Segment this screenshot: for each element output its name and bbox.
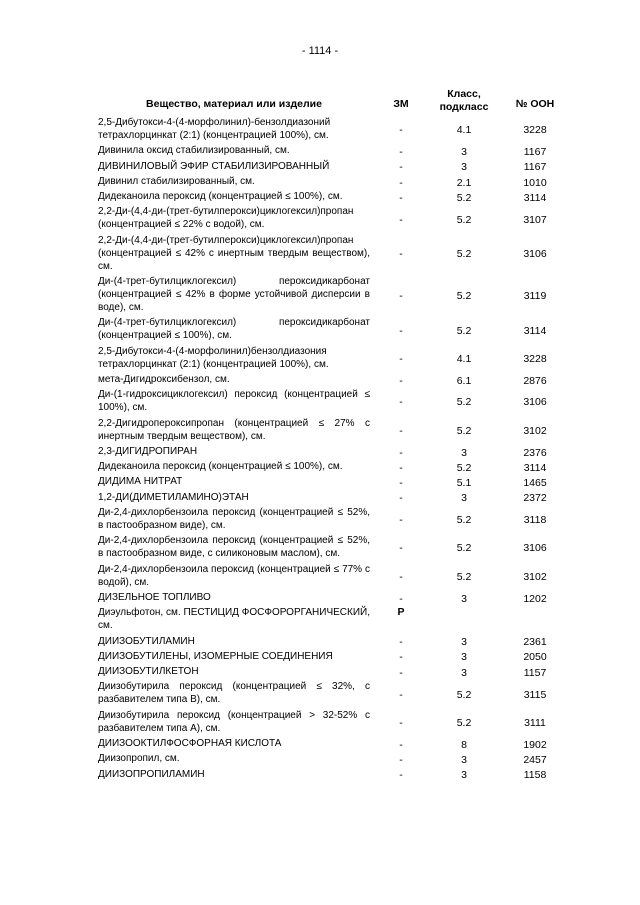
un-number-cell: 3228 — [523, 352, 547, 365]
un-number-cell: 1157 — [523, 666, 547, 679]
zm-cell: - — [399, 176, 403, 189]
substance-name: Ди-2,4-дихлорбензоила пероксид (концентрацией ≤ 52%, в пастообразном виде), см. — [98, 507, 370, 532]
substance-name: 2,2-Ди-(4,4-ди-(трет-бутилперокси)циклогексил)пропан (концентрацией ≤ 42% с инертным твердым веществом), см. — [98, 234, 370, 272]
zm-cell: - — [399, 514, 403, 527]
zm-cell: - — [399, 424, 403, 437]
substance-name: ДИИЗОБУТИЛКЕТОН — [98, 666, 199, 678]
class-cell: 3 — [461, 651, 467, 664]
class-cell: 5.2 — [456, 570, 472, 583]
substance-name: 2,5-Дибутокси-4-(4-морфолинил)бензолдиазония тетрахлорцинкат (2:1) (концентрацией 100%), см. — [98, 345, 329, 370]
zm-cell: - — [399, 688, 403, 701]
zm-cell: - — [399, 446, 403, 459]
table-row — [0, 737, 640, 752]
un-number-cell: 3102 — [523, 570, 547, 583]
un-number-cell: 3228 — [523, 124, 547, 137]
class-cell: 5.2 — [456, 716, 472, 729]
un-number-cell: 3106 — [523, 542, 547, 555]
un-number-cell: 3106 — [523, 396, 547, 409]
zm-cell: - — [399, 570, 403, 583]
class-cell: 5.2 — [456, 191, 472, 204]
table-row — [0, 144, 640, 159]
column-header-class — [432, 88, 496, 114]
class-cell: 4.1 — [456, 124, 472, 137]
class-cell: 5.2 — [456, 248, 472, 261]
table-row — [0, 417, 640, 445]
substance-name: 2,3-ДИГИДРОПИРАН — [98, 445, 198, 457]
table-row — [0, 175, 640, 190]
substance-name: Ди-2,4-дихлорбензоила пероксид (концентрацией ≤ 77% с водой), см. — [98, 563, 370, 588]
class-cell: 3 — [461, 145, 467, 158]
table-row — [0, 491, 640, 506]
zm-cell: - — [399, 213, 403, 226]
un-number-cell: 1167 — [523, 145, 547, 158]
zm-cell: - — [399, 716, 403, 729]
un-number-cell: 3115 — [523, 688, 547, 701]
table-row — [0, 345, 640, 373]
table-row — [0, 768, 640, 783]
zm-cell: - — [399, 324, 403, 337]
zm-cell: Р — [397, 606, 405, 619]
page-number: - 1114 - — [301, 45, 339, 57]
class-cell: 8 — [461, 738, 467, 751]
un-number-cell: 3106 — [523, 248, 547, 261]
class-cell: 3 — [461, 446, 467, 459]
table-row — [0, 388, 640, 416]
table-row — [0, 591, 640, 606]
table-row — [0, 665, 640, 680]
table-row — [0, 460, 640, 475]
class-cell: 5.2 — [456, 396, 472, 409]
un-number-cell: 2372 — [523, 492, 547, 505]
substance-name: Диизобутирила пероксид (концентрацией > 32-52% с разбавителем типа А), см. — [98, 709, 370, 734]
zm-cell: - — [399, 145, 403, 158]
table-row — [0, 680, 640, 708]
class-cell: 3 — [461, 666, 467, 679]
class-cell: 6.1 — [456, 374, 472, 387]
class-cell: 5.2 — [456, 424, 472, 437]
table-row — [0, 709, 640, 737]
substance-name: ДИИЗОБУТИЛАМИН — [98, 635, 195, 647]
table-row — [0, 160, 640, 175]
un-number-cell: 3118 — [523, 514, 547, 527]
table-row — [0, 316, 640, 344]
substance-name: Дидеканоила пероксид (концентрацией ≤ 100%), см. — [98, 191, 343, 203]
class-cell: 5.2 — [456, 542, 472, 555]
zm-cell: - — [399, 248, 403, 261]
zm-cell: - — [399, 492, 403, 505]
column-header-class-line2: подкласс — [439, 101, 489, 113]
un-number-cell: 1158 — [523, 769, 547, 782]
class-cell: 5.2 — [456, 213, 472, 226]
un-number-cell: 2361 — [523, 636, 547, 649]
zm-cell: - — [399, 191, 403, 204]
substance-name: мета-Дигидроксибензол, см. — [98, 373, 230, 385]
class-cell: 5.2 — [456, 289, 472, 302]
column-header-class-line1: Класс, — [447, 88, 481, 100]
class-cell: 5.2 — [456, 324, 472, 337]
zm-cell: - — [399, 636, 403, 649]
table-row — [0, 445, 640, 460]
un-number-cell: 3111 — [524, 716, 546, 729]
zm-cell: - — [399, 396, 403, 409]
un-number-cell: 2376 — [523, 446, 547, 459]
table-body — [0, 116, 640, 783]
un-number-cell: 3119 — [523, 289, 547, 302]
table-row — [0, 275, 640, 316]
class-cell: 5.2 — [456, 688, 472, 701]
substance-name: ДИИЗООКТИЛФОСФОРНАЯ КИСЛОТА — [98, 738, 282, 750]
zm-cell: - — [399, 477, 403, 490]
un-number-cell: 1167 — [523, 161, 547, 174]
table-row — [0, 563, 640, 591]
substance-name: ДИЗЕЛЬНОЕ ТОПЛИВО — [98, 591, 211, 603]
table-row — [0, 205, 640, 233]
class-cell: 4.1 — [456, 352, 472, 365]
class-cell: 2.1 — [456, 176, 472, 189]
table-row — [0, 373, 640, 388]
table-row — [0, 606, 640, 634]
zm-cell: - — [399, 651, 403, 664]
table-row — [0, 116, 640, 144]
un-number-cell: 1902 — [523, 738, 547, 751]
substance-name: Дивинил стабилизированный, см. — [98, 175, 255, 187]
un-number-cell: 2876 — [523, 374, 547, 387]
zm-cell: - — [399, 374, 403, 387]
table-row — [0, 635, 640, 650]
class-cell: 3 — [461, 592, 467, 605]
zm-cell: - — [399, 769, 403, 782]
un-number-cell: 2050 — [523, 651, 547, 664]
substance-name: Диизобутирила пероксид (концентрацией ≤ 32%, с разбавителем типа В), см. — [98, 681, 370, 706]
class-cell: 5.2 — [456, 461, 472, 474]
un-number-cell: 3107 — [523, 213, 547, 226]
substance-name: 2,2-Дигидропероксипропан (концентрацией ≤ 27% с инертным твердым веществом), см. — [98, 417, 370, 442]
un-number-cell: 1465 — [523, 477, 547, 490]
un-number-cell: 1202 — [523, 592, 547, 605]
substance-name: ДИВИНИЛОВЫЙ ЭФИР СТАБИЛИЗИРОВАННЫЙ — [98, 160, 330, 172]
zm-cell: - — [399, 753, 403, 766]
table-row — [0, 475, 640, 490]
un-number-cell: 3114 — [523, 324, 547, 337]
zm-cell: - — [399, 592, 403, 605]
substance-name: ДИИЗОБУТИЛЕНЫ, ИЗОМЕРНЫЕ СОЕДИНЕНИЯ — [98, 650, 333, 662]
zm-cell: - — [399, 161, 403, 174]
substance-name: Диизопропил, см. — [98, 753, 180, 765]
zm-cell: - — [399, 461, 403, 474]
substance-name: ДИДИМА НИТРАТ — [98, 476, 183, 488]
class-cell — [432, 606, 496, 634]
class-cell: 5.2 — [456, 514, 472, 527]
class-cell: 3 — [461, 636, 467, 649]
substance-name: 1,2-ДИ(ДИМЕТИЛАМИНО)ЭТАН — [98, 491, 249, 503]
column-header-name: Вещество, материал или изделие — [146, 98, 322, 110]
un-number-cell: 1010 — [523, 176, 547, 189]
table-row — [0, 752, 640, 767]
zm-cell: - — [399, 738, 403, 751]
un-number-cell: 3114 — [523, 191, 547, 204]
un-number-cell: 2457 — [523, 753, 547, 766]
substance-name: Дидеканоила пероксид (концентрацией ≤ 100%), см. — [98, 461, 343, 473]
zm-cell: - — [399, 542, 403, 555]
zm-cell: - — [399, 289, 403, 302]
table-row — [0, 650, 640, 665]
substance-name: Ди-(4-трет-бутилциклогексил) пероксидикарбонат (концентрацией ≤ 42% в форме устойчивой дисперсии в воде), см. — [98, 276, 370, 314]
table-row — [0, 234, 640, 275]
substance-name: Ди-(1-гидроксициклогексил) пероксид (концентрацией ≤ 100%), см. — [98, 389, 370, 414]
substance-name: 2,5-Дибутокси-4-(4-морфолинил)-бензолдиазоний тетрахлорцинкат (2:1) (концентрацией 100%), см. — [98, 117, 331, 141]
substance-name: 2,2-Ди-(4,4-ди-(трет-бутилперокси)циклогексил)пропан (концентрацией ≤ 22% с водой), см. — [98, 206, 354, 231]
table-row — [0, 190, 640, 205]
column-header-un: № ООН — [515, 98, 555, 110]
zm-cell: - — [399, 666, 403, 679]
substance-name: Ди-2,4-дихлорбензоила пероксид (концентрацией ≤ 52%, в пастообразном виде, с силиконовым маслом), см. — [98, 535, 370, 560]
substance-name: Дивинила оксид стабилизированный, см. — [98, 145, 290, 157]
un-number-cell: 3114 — [523, 461, 547, 474]
un-number-cell — [500, 606, 570, 634]
class-cell: 3 — [461, 769, 467, 782]
table-row — [0, 534, 640, 562]
substance-name: ДИИЗОПРОПИЛАМИН — [98, 768, 205, 780]
table-row — [0, 506, 640, 534]
class-cell: 3 — [461, 492, 467, 505]
class-cell: 5.1 — [456, 477, 472, 490]
substance-name: Ди-(4-трет-бутилциклогексил) пероксидикарбонат (концентрацией ≤ 100%), см. — [98, 317, 370, 342]
un-number-cell: 3102 — [523, 424, 547, 437]
class-cell: 3 — [461, 753, 467, 766]
column-header-zm: ЗМ — [393, 98, 409, 110]
zm-cell: - — [399, 124, 403, 137]
substance-name: Диэульфотон, см. ПЕСТИЦИД ФОСФОРОРГАНИЧЕСКИЙ, см. — [98, 607, 370, 632]
zm-cell: - — [399, 352, 403, 365]
class-cell: 3 — [461, 161, 467, 174]
